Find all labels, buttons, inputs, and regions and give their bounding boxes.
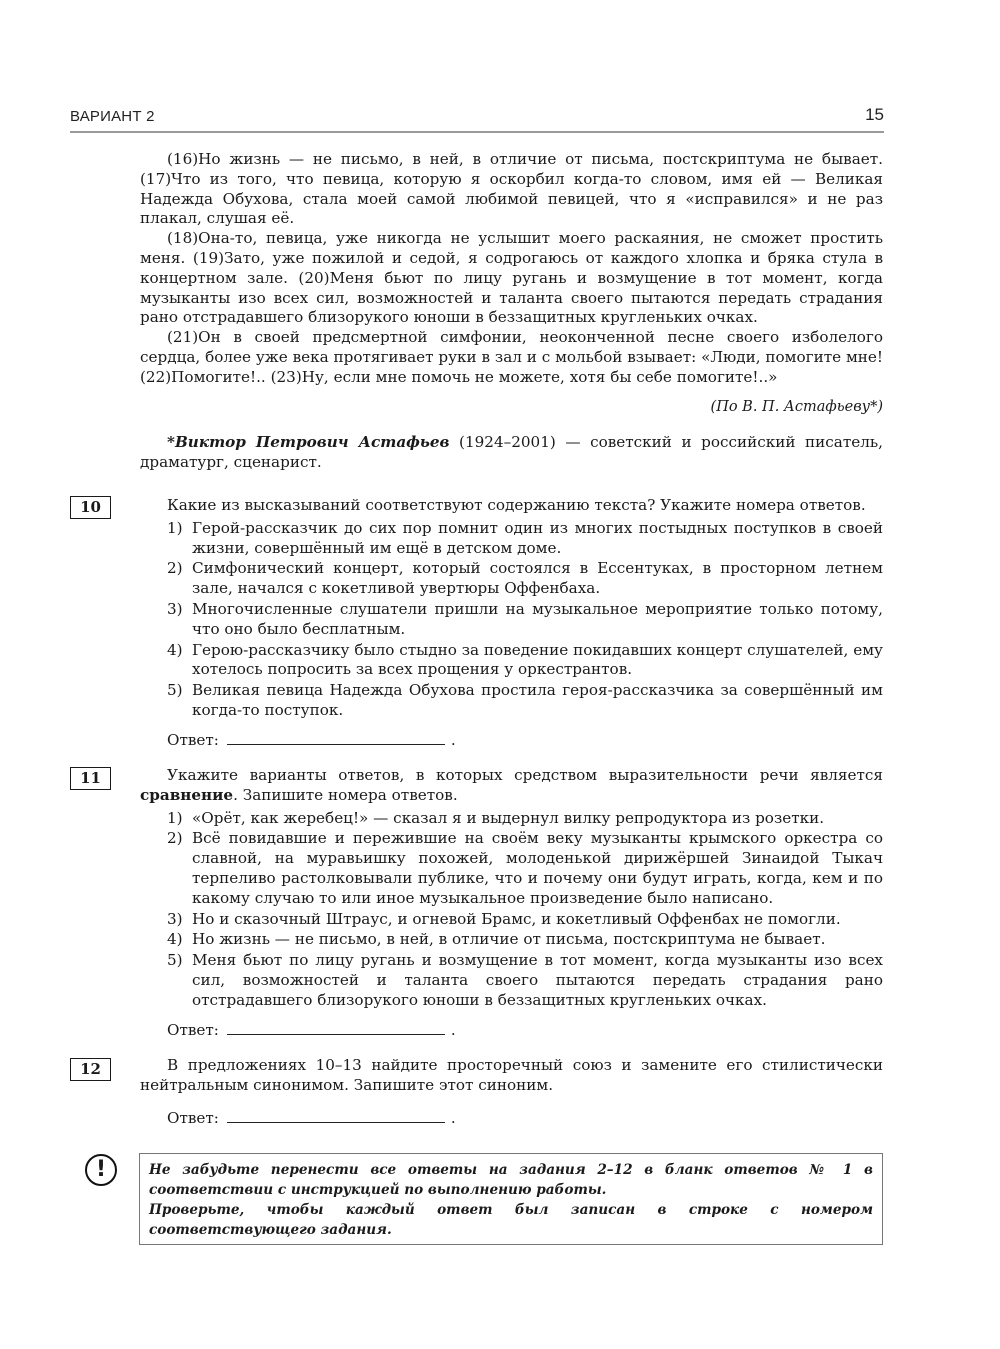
question-prompt: Какие из высказываний соответствуют содержанию текста? Укажите номера ответов. [167,496,866,514]
options-list [140,809,883,1011]
answer-label: Ответ: [167,730,219,749]
question-prompt: Укажите варианты ответов, в которых средством выразительности речи является сравнение. Запишите номера ответов. [140,766,883,804]
author-footnote [140,433,883,473]
question-number-11: 11 [70,767,111,790]
author-name: *Виктор Петрович Астафьев [167,433,450,451]
answer-label: Ответ: [167,1020,219,1039]
variant-label: ВАРИАНТ 2 [70,108,155,125]
answer-field[interactable] [227,1020,445,1035]
question-number-12: 12 [70,1058,111,1081]
answer-row: Ответ: . [167,730,456,749]
notice-box [139,1153,883,1245]
exclamation-circle-icon: ! [85,1154,117,1186]
question-10 [140,496,883,751]
option-item: 4) Но жизнь — не письмо, в ней, в отличие от письма, постскриптума не бывает. [167,930,826,949]
text-source: (По В. П. Астафьеву*) [710,399,883,415]
option-item: 4) Герою-рассказчику было стыдно за поведение покидавших концерт слушателей, ему хотелось попросить за всех прощения у оркестрантов. [167,640,883,679]
answer-field[interactable] [227,1108,445,1123]
answer-field[interactable] [227,730,445,745]
answer-row: Ответ: . [167,1108,456,1127]
option-item: 3) Многочисленные слушатели пришли на музыкальное мероприятие только потому, что оно было бесплатным. [167,599,883,638]
question-11 [140,766,883,1040]
text-paragraph: (16)Но жизнь — не письмо, в ней, в отличие от письма, постскриптума не бывает. (17)Что из того, что певица, которую я оскорбил когда-то словом, имя ей — Великая Надежда Обухова, стала моей самой любимой певицей, что я «исправился» и не раз плакал, слушая её. [140,150,883,228]
options-list [140,519,883,721]
option-item: 5) Великая певица Надежда Обухова простила героя-рассказчика за совершённый им когда-то поступок. [167,681,883,719]
option-item: 3) Но и сказочный Штраус, и огневой Брамс, и кокетливый Оффенбах не помогли. [167,909,841,928]
notice-line-2: Проверьте, чтобы каждый ответ был записан в строке с номером соответствующего задания. [149,1202,873,1238]
page-header [70,104,884,130]
question-prompt: В предложениях 10–13 найдите просторечный союз и замените его стилистически нейтральным синонимом. Запишите этот синоним. [140,1056,883,1094]
option-item: 2) Симфонический концерт, который состоялся в Ессентуках, в просторном летнем зале, начался с кокетливой увертюры Оффенбаха. [167,559,883,598]
option-item: 2) Всё повидавшие и пережившие на своём веку музыканты крымского оркестра со славной, на муравьишку похожей, молоденькой дирижёршей Зинаидой Тыкач терпеливо растолковывали публике, что и почему они будут играть, когда, кем и по какому случаю то или иное музыкальное произведение было написано. [167,829,883,907]
option-item: 5) Меня бьют по лицу ругань и возмущение в тот момент, когда музыканты изо всех сил, возможностей и таланта своего пытаются передать страдания рано отстрадавшего близорукого юноши в беззащитных кругленьких очках. [167,951,883,1009]
page-number: 15 [865,105,884,124]
author-info: (1924–2001) — советский и российский писатель, драматург, сценарист. [140,433,883,471]
notice-line-1: Не забудьте перенести все ответы на задания 2–12 в бланк ответов № 1 в соответствии с инструкцией по выполнению работы. [149,1162,873,1198]
question-number-10: 10 [70,496,111,519]
reading-text [140,150,883,388]
option-item: 1) Герой-рассказчик до сих пор помнит один из многих постыдных поступков в своей жизни, совершённый им ещё в детском доме. [167,518,883,557]
question-12 [140,1056,883,1128]
text-paragraph: (18)Она-то, певица, уже никогда не услышит моего раскаяния, не сможет простить меня. (19)Зато, уже пожилой и седой, я содрогаюсь от каждого хлопка и бряка стула в концертном зале. (20)Меня бьют по лицу ругань и возмущение в тот момент, когда музыканты изо всех сил, возможностей и таланта своего пытаются передать страдания рано отстрадавшего близорукого юноши в беззащитных кругленьких очках. [140,229,883,327]
answer-label: Ответ: [167,1108,219,1127]
option-item: 1) «Орёт, как жеребец!» — сказал я и выдернул вилку репродуктора из розетки. [167,808,825,827]
answer-row: Ответ: . [167,1020,456,1039]
header-rule [70,131,884,133]
text-paragraph: (21)Он в своей предсмертной симфонии, неоконченной песне своего изболелого сердца, более уже века протягивает руки в зал и с мольбой взывает: «Люди, помогите мне! (22)Помогите!.. (23)Ну, если мне помочь не можете, хотя бы себе помогите!..» [140,328,883,386]
